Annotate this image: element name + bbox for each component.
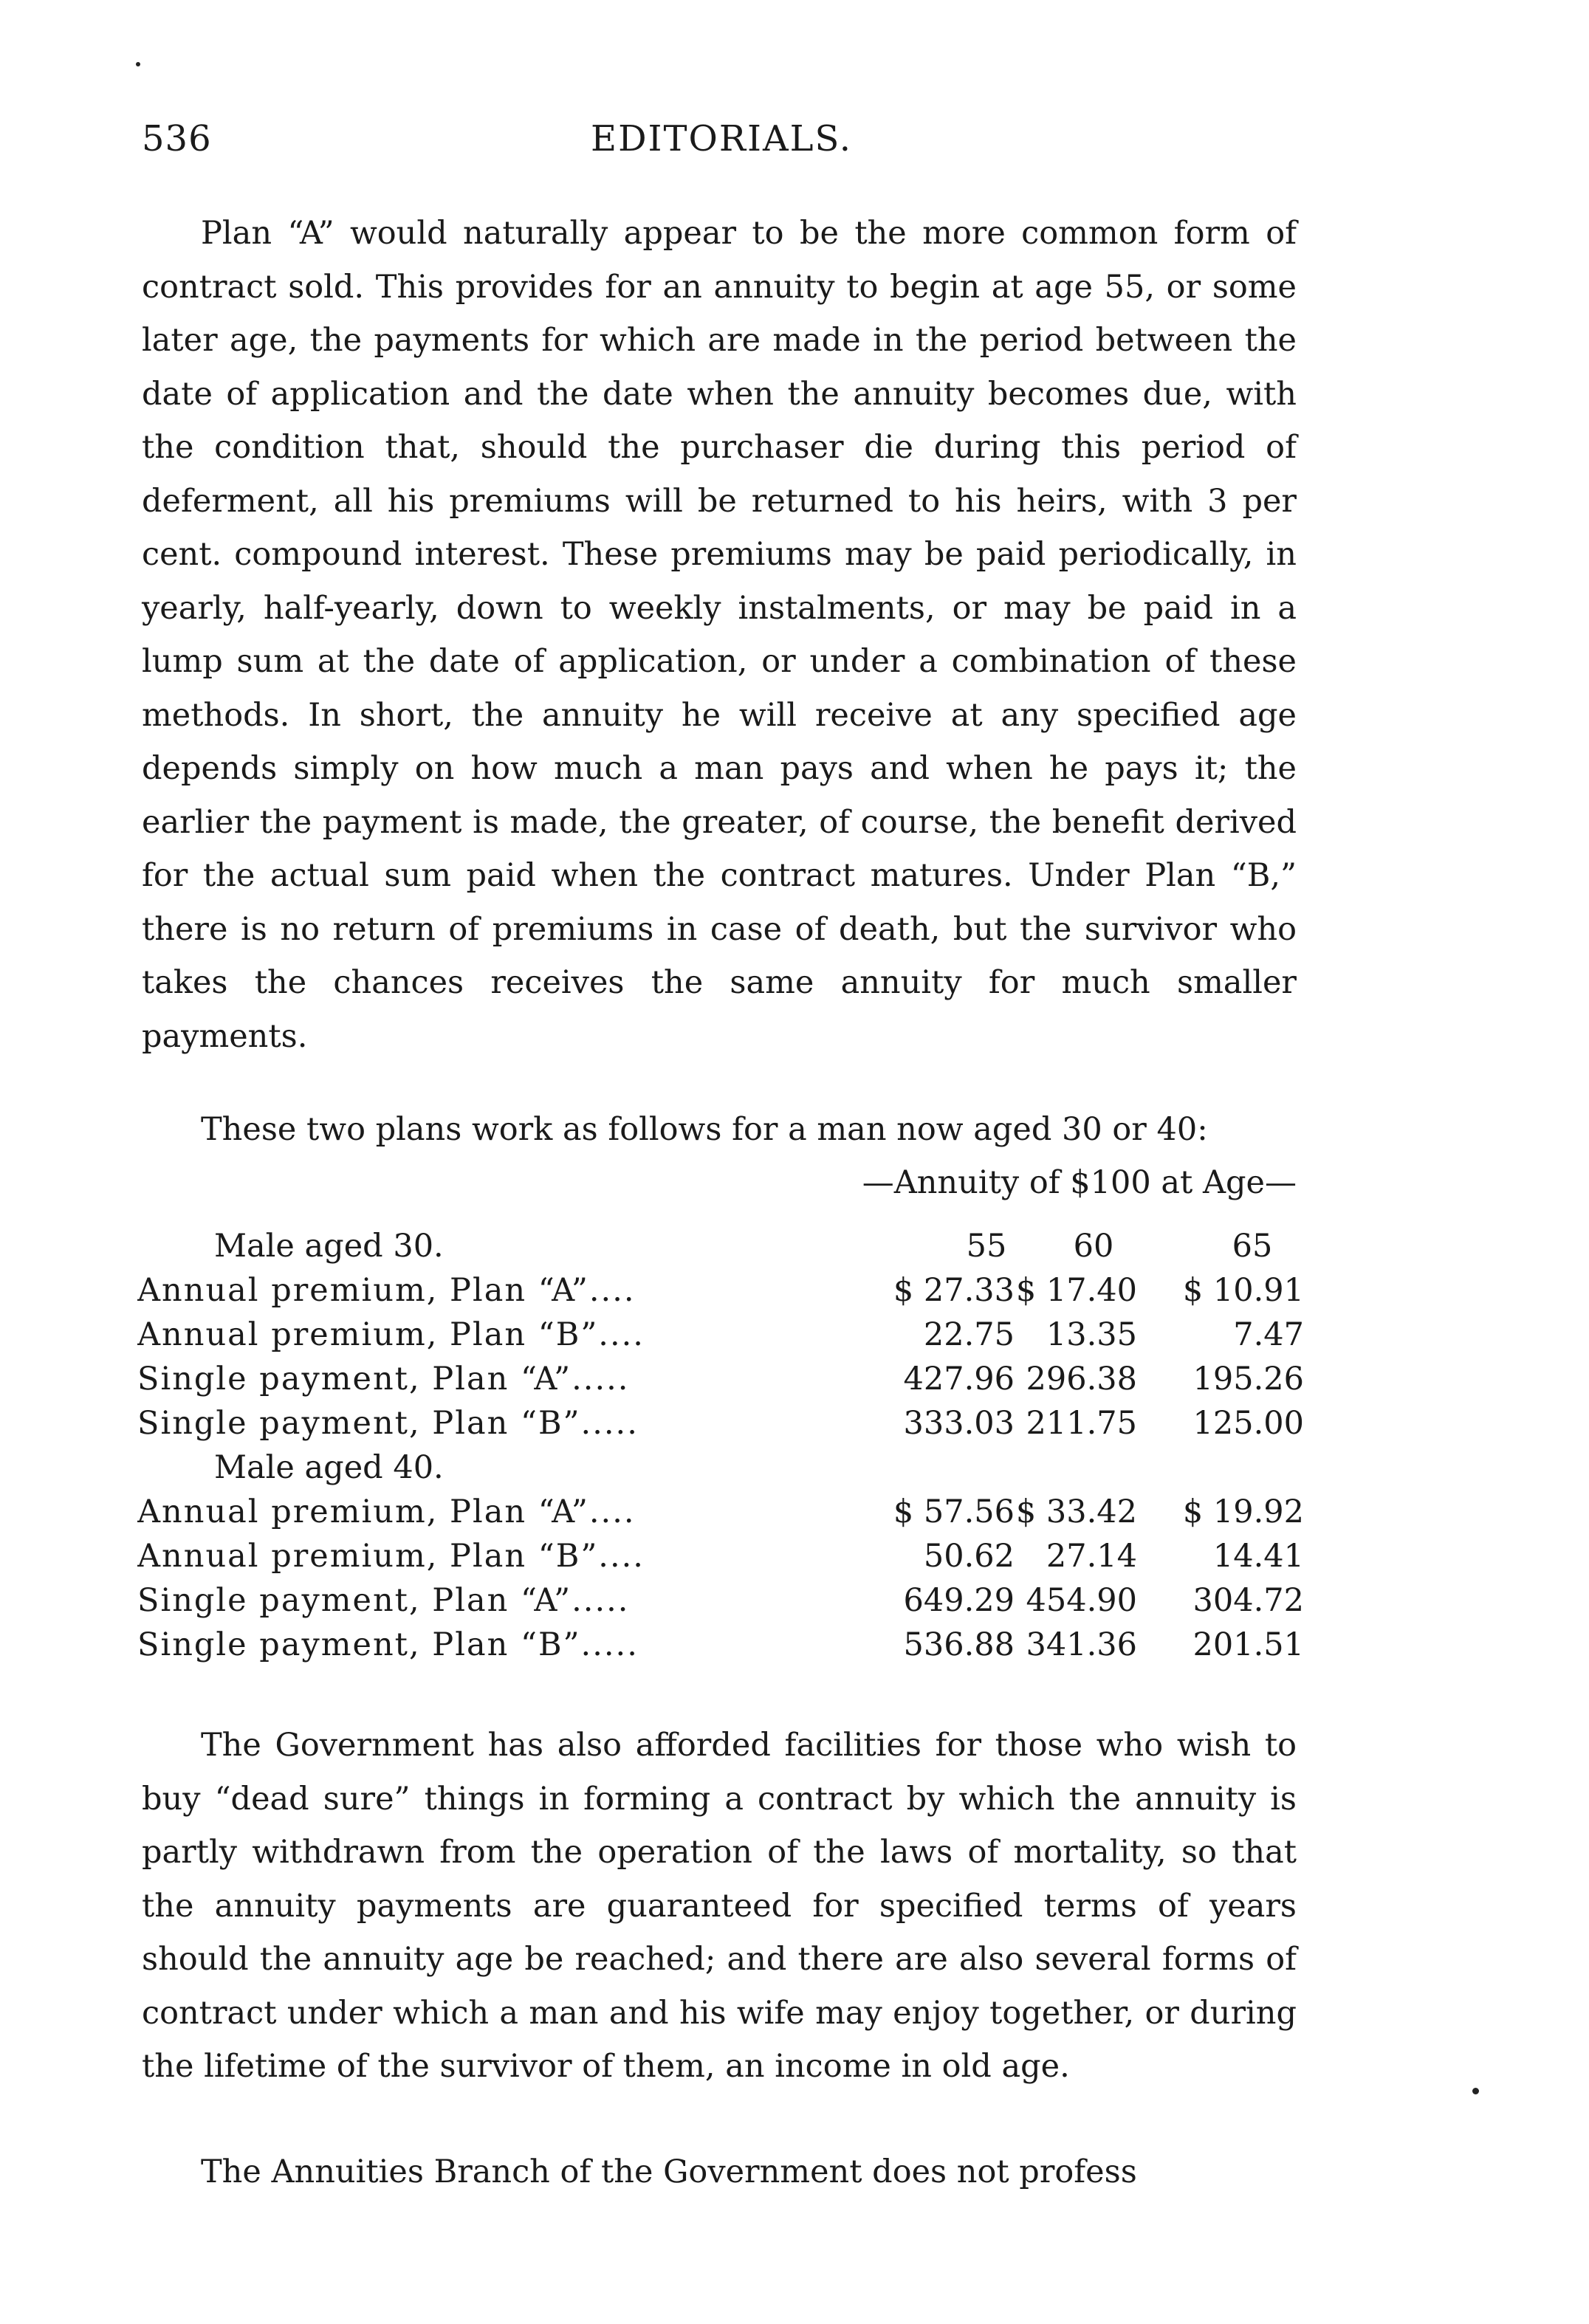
column-header-55: 55 [966,1228,1007,1265]
cell-age-55: 333.03 [903,1405,1015,1442]
paragraph-table-intro: These two plans work as follows for a man now aged 30 or 40: [201,1111,1208,1148]
page-header [142,118,1301,170]
paragraph-annuities-branch: The Annuities Branch of the Government does not profess [201,2153,1137,2190]
cell-age-65: $ 19.92 [1182,1493,1304,1530]
page-number: 536 [142,118,212,159]
table-row [137,1313,1304,1357]
table-caption: —Annuity of $100 at Age— [862,1164,1297,1201]
cell-age-65: 195.26 [1192,1361,1304,1398]
group-label: Male aged 30. [214,1228,444,1265]
group-label: Male aged 40. [214,1449,444,1486]
cell-age-60: $ 17.40 [1015,1272,1137,1309]
ink-speck [1472,2088,1479,2094]
column-header-60: 60 [1073,1228,1114,1265]
table-row [137,1268,1304,1313]
column-header-65: 65 [1232,1228,1273,1265]
cell-age-60: 13.35 [1046,1316,1137,1353]
cell-age-65: $ 10.91 [1182,1272,1304,1309]
row-label: Single payment, Plan “A”..... [137,1361,630,1398]
table-row [137,1490,1304,1534]
table-header-row [137,1224,1304,1268]
cell-age-55: $ 57.56 [893,1493,1015,1530]
cell-age-55: 649.29 [903,1582,1015,1619]
cell-age-60: 27.14 [1046,1538,1137,1575]
cell-age-55: 536.88 [903,1626,1015,1663]
table-row [137,1401,1304,1445]
row-label: Single payment, Plan “A”..... [137,1582,630,1619]
row-label: Annual premium, Plan “B”.... [137,1316,645,1353]
cell-age-60: 454.90 [1026,1582,1137,1619]
running-title: EDITORIALS. [591,118,852,159]
row-label: Single payment, Plan “B”..... [137,1405,639,1442]
table-row [137,1534,1304,1578]
cell-age-55: 427.96 [903,1361,1015,1398]
row-label: Annual premium, Plan “A”.... [137,1272,636,1309]
table-row [137,1623,1304,1667]
cell-age-65: 14.41 [1212,1538,1304,1575]
cell-age-55: $ 27.33 [893,1272,1015,1309]
cell-age-60: 296.38 [1026,1361,1137,1398]
row-label: Annual premium, Plan “A”.... [137,1493,636,1530]
table-group-row [137,1445,1304,1490]
row-label: Annual premium, Plan “B”.... [137,1538,645,1575]
cell-age-65: 125.00 [1192,1405,1304,1442]
paragraph-plan-a: Plan “A” would naturally appear to be the more common form of contract sold. This provides for an annuity to begin at age 55, or some later age, the payments for which are made in the period between the date of application and the date when the annuity becomes due, with the condition that, should the purchaser die during this period of deferment, all his premiums will be returned to his heirs, with 3 per cent. compound interest. These premiums may be paid periodically, in yearly, half-yearly, down to weekly instalments, or may be paid in a lump sum at the date of application, or under a combination of these methods. In short, the annuity he will receive at any specified age depends simply on how much a man pays and when he pays it; the earlier the payment is made, the greater, of course, the benefit derived for the actual sum paid when the contract matures. Under Plan “B,” there is no return of premiums in case of death, but the survivor who takes the chances receives the same annuity for much smaller payments. [142,215,1297,1055]
cell-age-65: 201.51 [1192,1626,1304,1663]
cell-age-65: 7.47 [1233,1316,1304,1353]
cell-age-60: 341.36 [1026,1626,1137,1663]
paragraph-government-facilities: The Government has also afforded facilities for those who wish to buy “dead sure” things in forming a contract by which the annuity is partly withdrawn from the operation of the laws of mortality, so that the annuity payments are guaranteed for specified terms of years should the annuity age be reached; and there are also several forms of contract under which a man and his wife may enjoy together, or during the lifetime of the survivor of them, an income in old age. [142,1727,1297,2085]
table-row [137,1357,1304,1401]
cell-age-60: 211.75 [1026,1405,1137,1442]
cell-age-55: 50.62 [923,1538,1015,1575]
row-label: Single payment, Plan “B”..... [137,1626,639,1663]
cell-age-55: 22.75 [923,1316,1015,1353]
cell-age-60: $ 33.42 [1015,1493,1137,1530]
annuity-table [137,1224,1304,1667]
cell-age-65: 304.72 [1192,1582,1304,1619]
ink-speck [136,62,140,66]
table-row [137,1578,1304,1623]
